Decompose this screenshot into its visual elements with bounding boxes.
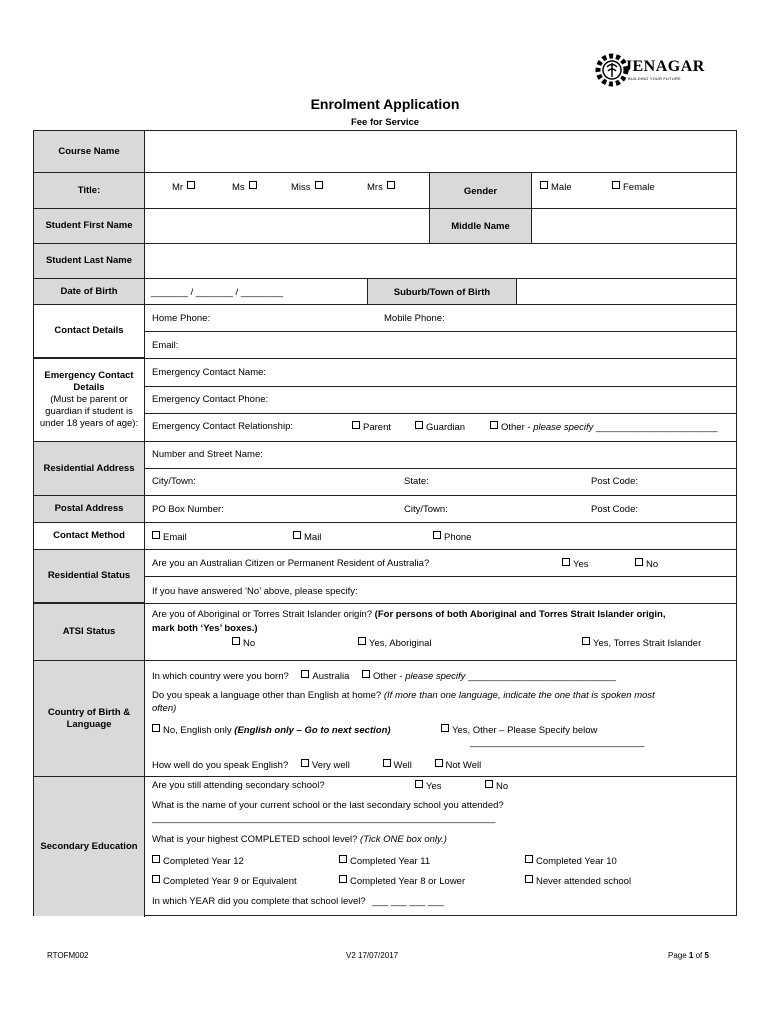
english-not-well[interactable]: Not Well <box>435 760 482 771</box>
atsi-question-note: mark both ‘Yes’ boxes.) <box>152 623 258 634</box>
checkbox-icon[interactable] <box>540 181 548 189</box>
email-label: Email: <box>152 340 179 351</box>
checkbox-icon[interactable] <box>525 875 533 883</box>
checkbox-icon[interactable] <box>441 724 449 732</box>
born-australia[interactable]: Australia <box>301 671 349 682</box>
language-question: Do you speak a language other than English at home? (If more than one language, indicate the one that is spoken most <box>152 690 655 701</box>
attending-yes[interactable]: Yes <box>415 780 442 792</box>
checkbox-icon[interactable] <box>387 181 395 189</box>
title-option-miss[interactable]: Miss <box>291 181 323 193</box>
relationship-other[interactable]: Other - please specify _______________________ <box>490 421 718 433</box>
title-option-mrs[interactable]: Mrs <box>367 181 395 193</box>
school-name-question: What is the name of your current school or the last secondary school you attended? <box>152 800 504 811</box>
school-level-question: What is your highest COMPLETED school level? (Tick ONE box only.) <box>152 834 447 845</box>
street-label: Number and Street Name: <box>152 449 263 460</box>
citizen-followup: If you have answered ‘No’ above, please specify: <box>152 586 358 597</box>
emergency-relationship-label: Emergency Contact Relationship: <box>152 421 293 432</box>
checkbox-icon[interactable] <box>582 637 590 645</box>
contact-method-email[interactable]: Email <box>152 531 187 543</box>
contact-details-label: Contact Details <box>34 305 145 358</box>
last-name-label: Student Last Name <box>34 244 145 279</box>
atsi-yes-aboriginal[interactable]: Yes, Aboriginal <box>358 637 432 649</box>
residential-address-label: Residential Address <box>34 442 145 496</box>
logo-tagline: BUILDING YOUR FUTURE <box>628 76 681 81</box>
checkbox-icon[interactable] <box>152 875 160 883</box>
checkbox-icon[interactable] <box>187 181 195 189</box>
completion-year-blanks[interactable]: ___ ___ ___ ___ <box>372 896 444 907</box>
contact-method-label: Contact Method <box>34 523 145 550</box>
title-label: Title: <box>34 173 145 209</box>
checkbox-icon[interactable] <box>249 181 257 189</box>
logo-text: JENAGAR <box>624 58 705 75</box>
divider <box>145 468 736 469</box>
level-never[interactable]: Never attended school <box>525 875 631 887</box>
checkbox-icon[interactable] <box>232 637 240 645</box>
checkbox-icon[interactable] <box>383 759 391 767</box>
contact-method-phone[interactable]: Phone <box>433 531 471 543</box>
emergency-contact-note: (Must be parent or guardian if student is under 18 years of age): <box>39 394 139 429</box>
english-well[interactable]: Well <box>383 760 412 771</box>
emergency-phone-label: Emergency Contact Phone: <box>152 394 269 405</box>
checkbox-icon[interactable] <box>612 181 620 189</box>
form-code: RTOFM002 <box>47 951 89 960</box>
checkbox-icon[interactable] <box>339 875 347 883</box>
checkbox-icon[interactable] <box>152 724 160 732</box>
citizen-question: Are you an Australian Citizen or Permanent Resident of Australia? <box>152 558 430 569</box>
completion-year-question: In which YEAR did you complete that school level? ___ ___ ___ ___ <box>152 896 444 907</box>
checkbox-icon[interactable] <box>525 855 533 863</box>
postal-address-label: Postal Address <box>34 496 145 523</box>
checkbox-icon[interactable] <box>315 181 323 189</box>
english-proficiency-question: How well do you speak English? Very well Well Not Well <box>152 760 482 771</box>
emergency-contact-heading: Emergency Contact Details <box>44 370 134 393</box>
first-name-label: Student First Name <box>34 209 145 244</box>
level-year-9[interactable]: Completed Year 9 or Equivalent <box>152 875 297 887</box>
checkbox-icon[interactable] <box>352 421 360 429</box>
contact-method-mail[interactable]: Mail <box>293 531 321 543</box>
checkbox-icon[interactable] <box>339 855 347 863</box>
language-yes-other[interactable]: Yes, Other – Please Specify below <box>441 724 597 736</box>
checkbox-icon[interactable] <box>415 780 423 788</box>
divider <box>145 413 736 414</box>
english-very-well[interactable]: Very well <box>301 760 350 771</box>
gender-option-male[interactable]: Male <box>540 181 572 193</box>
relationship-guardian[interactable]: Guardian <box>415 421 465 433</box>
dob-label: Date of Birth <box>34 279 145 305</box>
checkbox-icon[interactable] <box>562 558 570 566</box>
jenagar-logo <box>594 50 719 90</box>
page-number: Page 1 of 5 <box>668 951 709 960</box>
relationship-parent[interactable]: Parent <box>352 421 391 433</box>
school-name-line[interactable]: _________________________________________________________________ <box>152 813 496 824</box>
divider <box>145 386 736 387</box>
level-year-10[interactable]: Completed Year 10 <box>525 855 617 867</box>
title-option-mr[interactable]: Mr <box>172 181 195 193</box>
checkbox-icon[interactable] <box>152 855 160 863</box>
checkbox-icon[interactable] <box>301 670 309 678</box>
residential-status-label: Residential Status <box>34 550 145 603</box>
secondary-education-label: Secondary Education <box>34 777 145 916</box>
column-divider <box>144 131 145 917</box>
level-year-11[interactable]: Completed Year 11 <box>339 855 430 867</box>
language-specify-line[interactable]: _________________________________ <box>470 737 645 748</box>
language-no-english[interactable]: No, English only (English only – Go to next section) <box>152 724 391 736</box>
document-subtitle: Fee for Service <box>350 117 420 128</box>
checkbox-icon[interactable] <box>635 558 643 566</box>
attending-no[interactable]: No <box>485 780 508 792</box>
divider <box>145 576 736 577</box>
title-option-ms[interactable]: Ms <box>232 181 257 193</box>
state-label: State: <box>404 476 429 487</box>
checkbox-icon[interactable] <box>415 421 423 429</box>
gender-label: Gender <box>429 173 532 209</box>
suburb-of-birth-label: Suburb/Town of Birth <box>367 279 517 305</box>
dob-field[interactable]: _______ / _______ / ________ <box>151 287 284 298</box>
atsi-status-label: ATSI Status <box>34 604 145 661</box>
middle-name-label: Middle Name <box>429 209 532 244</box>
gender-option-female[interactable]: Female <box>612 181 655 193</box>
checkbox-icon[interactable] <box>293 531 301 539</box>
form-version: V2 17/07/2017 <box>346 951 399 960</box>
mobile-phone-label: Mobile Phone: <box>384 313 445 324</box>
citizen-no[interactable]: No <box>635 558 658 570</box>
po-box-label: PO Box Number: <box>152 504 224 515</box>
enrolment-form <box>33 130 737 916</box>
checkbox-icon[interactable] <box>152 531 160 539</box>
postal-city-label: City/Town: <box>404 504 448 515</box>
atsi-no[interactable]: No <box>232 637 255 649</box>
country-born-question: In which country were you born? Australia Other - please specify ____________________________ <box>152 671 617 682</box>
checkbox-icon[interactable] <box>490 421 498 429</box>
language-question-cont: often) <box>152 703 177 714</box>
postcode-label: Post Code: <box>591 476 638 487</box>
course-name-label: Course Name <box>34 131 145 173</box>
document-title: Enrolment Application <box>310 96 460 112</box>
postal-postcode-label: Post Code: <box>591 504 638 515</box>
checkbox-icon[interactable] <box>485 780 493 788</box>
checkbox-icon[interactable] <box>358 637 366 645</box>
atsi-question: Are you of Aboriginal or Torres Strait Islander origin? (For persons of both Aboriginal and Torres Strait Islander origin, <box>152 609 666 620</box>
citizen-yes[interactable]: Yes <box>562 558 589 570</box>
emergency-name-label: Emergency Contact Name: <box>152 367 267 378</box>
home-phone-label: Home Phone: <box>152 313 211 324</box>
city-label: City/Town: <box>152 476 196 487</box>
divider <box>145 331 736 332</box>
checkbox-icon[interactable] <box>433 531 441 539</box>
level-year-8[interactable]: Completed Year 8 or Lower <box>339 875 465 887</box>
attending-question: Are you still attending secondary school? <box>152 780 325 791</box>
atsi-yes-tsi[interactable]: Yes, Torres Strait Islander <box>582 637 701 649</box>
born-other[interactable]: Other - please specify ____________________________ <box>362 671 616 682</box>
checkbox-icon[interactable] <box>362 670 370 678</box>
checkbox-icon[interactable] <box>301 759 309 767</box>
emergency-contact-label <box>34 359 145 442</box>
level-year-12[interactable]: Completed Year 12 <box>152 855 244 867</box>
country-language-label: Country of Birth & Language <box>34 661 145 777</box>
checkbox-icon[interactable] <box>435 759 443 767</box>
